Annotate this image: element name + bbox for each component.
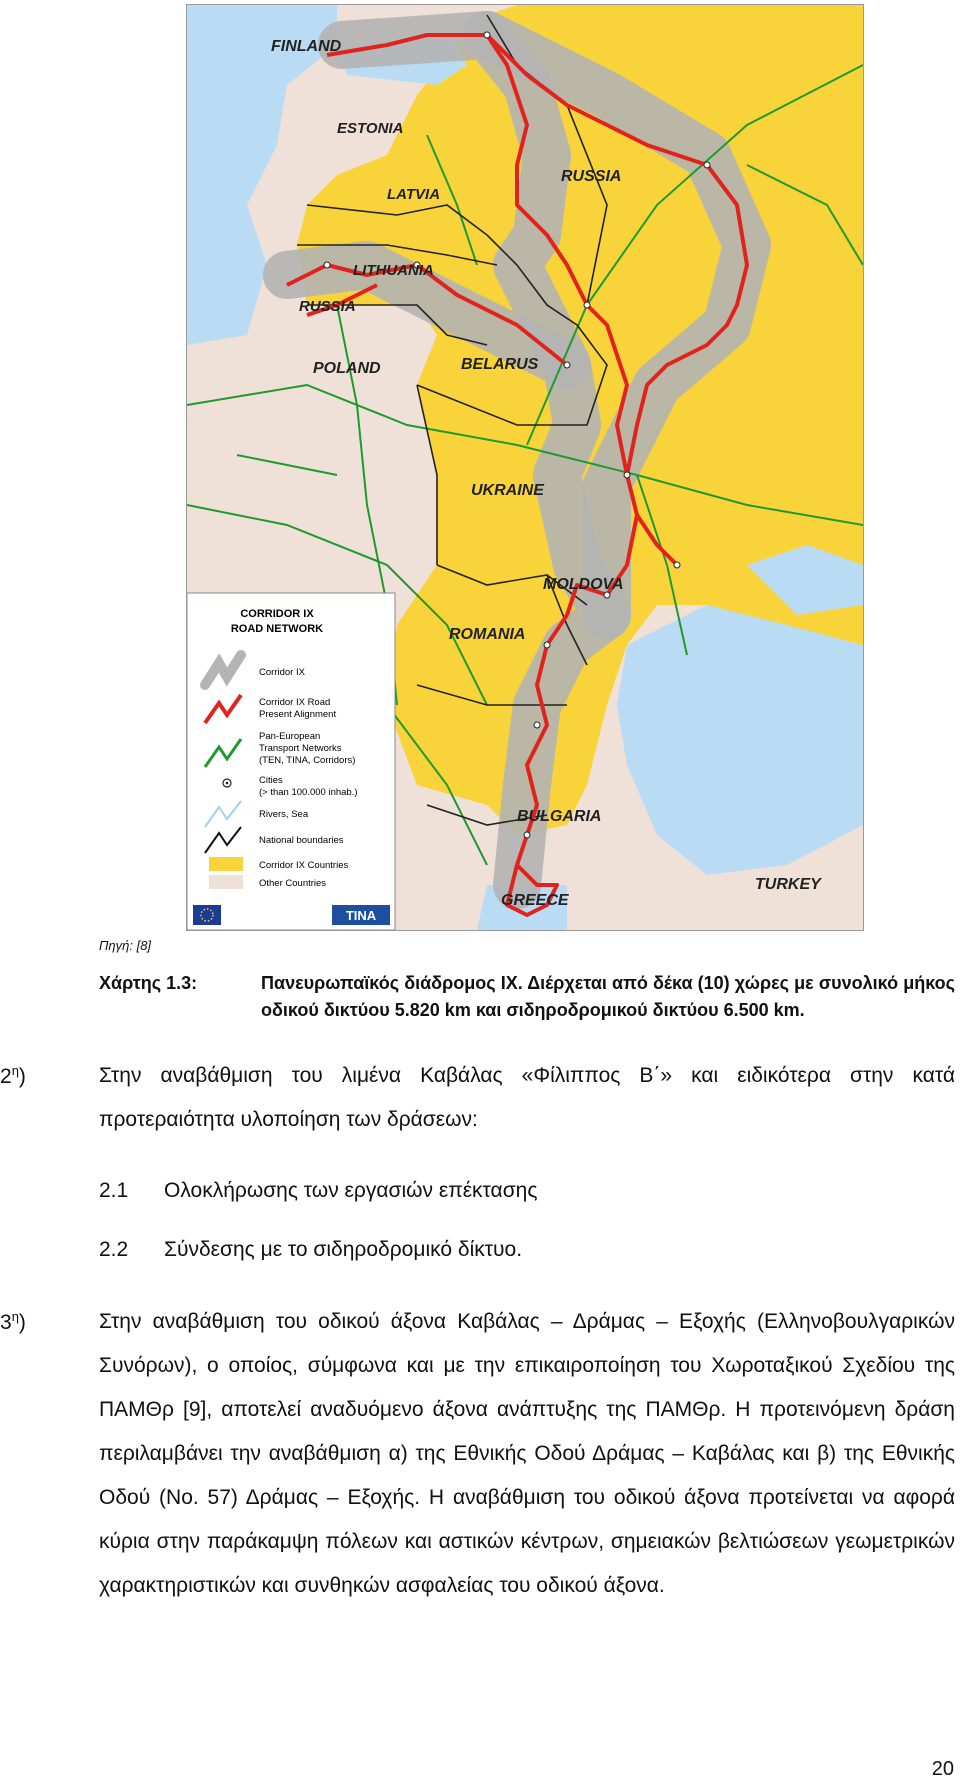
item-3-text: Στην αναβάθμιση του οδικού άξονα Καβάλας – Δράμας – Εξοχής (Ελληνοβουλγαρικών Συνόρων), ο οποίος, σύμφωνα και με την επικαιροποίηση του Χωροταξικού Σχεδίου της ΠΑΜΘρ [9], αποτελεί αναδυόμενο άξονα ανάπτυξης της ΠΑΜΘρ. Η προτεινόμενη δράση περιλαμβάνει την αναβάθμιση α) της Εθνικής Οδού Δράμας – Καβάλας και β) της Εθνικής Οδού (Νο. 57) Δράμας – Εξοχής. Η αναβάθμιση του οδικού άξονα προτείνεται να αφορά κύρια στην παράκαμψη πόλεων και αστικών κέντρων, σημειακών βελτιώσεων γεωμετρικών χαρακτηριστικών και συνθηκών ασφαλείας του οδικού άξονα. (99, 1310, 955, 1597)
page-number: 20 (931, 1758, 954, 1780)
tina-logo-text: TINA (345, 908, 377, 923)
label-bulgaria: BULGARIA (517, 808, 602, 825)
item-3-number: $3^\eta$) (0, 1309, 26, 1334)
caption-text: Πανευρωπαϊκός διάδρομος ΙΧ. Διέρχεται από δέκα (10) χώρες με συνολικό μήκος οδικού δικτύου 5.820 km και σιδηροδρομικού δικτύου 6.500 km. (261, 973, 955, 1020)
legend-other-countries: Other Countries (259, 878, 327, 889)
map-legend (187, 593, 395, 930)
legend-rivers: Rivers, Sea (259, 809, 309, 820)
legend-borders: National boundaries (259, 835, 344, 846)
legend-road-2: Present Alignment (259, 709, 337, 720)
item-2-text: Στην αναβάθμιση του λιμένα Καβάλας «Φίλιππος Β΄» και ειδικότερα στην κατά προτεραιότητα υλοποίηση των δράσεων: (99, 1064, 955, 1131)
legend-corridor-countries: Corridor IX Countries (259, 860, 349, 871)
legend-cities-1: Cities (259, 775, 283, 786)
corridor-ix-map (186, 4, 864, 931)
label-russia: RUSSIA (561, 168, 622, 185)
map-svg (187, 5, 863, 930)
sub-item-2-1-text: Ολοκλήρωσης των εργασιών επέκτασης (164, 1179, 538, 1202)
label-latvia: LATVIA (387, 186, 441, 203)
sub-item-2-2-text: Σύνδεσης με το σιδηροδρομικό δίκτυο. (164, 1238, 523, 1261)
label-romania: ROMANIA (449, 626, 526, 643)
legend-pan-2: Transport Networks (259, 743, 342, 754)
label-russia-kaliningrad: RUSSIA (299, 298, 356, 315)
label-greece: GREECE (501, 892, 569, 909)
label-estonia: ESTONIA (337, 120, 404, 137)
label-finland: FINLAND (271, 38, 342, 55)
legend-road-1: Corridor IX Road (259, 697, 331, 708)
label-poland: POLAND (313, 360, 381, 377)
label-moldova: MOLDOVA (543, 576, 624, 593)
legend-corridor-countries-swatch (209, 857, 243, 871)
sub-item-2-1-number: 2.1 (99, 1179, 129, 1202)
label-lithuania: LITHUANIA (353, 262, 434, 279)
caption-label: Χάρτης 1.3: (99, 973, 198, 993)
legend-title-2: ROAD NETWORK (230, 623, 324, 635)
label-turkey: TURKEY (755, 876, 821, 893)
label-belarus: BELARUS (461, 356, 539, 373)
legend-pan-3: (TEN, TINA, Corridors) (259, 755, 356, 766)
legend-pan-1: Pan-European (259, 731, 321, 742)
figure-source: Πηγή: [8] (99, 938, 152, 953)
legend-city-dot (226, 782, 229, 785)
legend-other-countries-swatch (209, 875, 243, 889)
legend-cities-2: (> than 100.000 inhab.) (259, 787, 358, 798)
label-ukraine: UKRAINE (471, 482, 544, 499)
legend-title-1: CORRIDOR IX (240, 608, 314, 620)
eu-flag-icon (193, 905, 221, 925)
sub-item-2-2-number: 2.2 (99, 1238, 129, 1261)
legend-corridor: Corridor IX (259, 667, 305, 678)
item-2-number: $2^\eta$) (0, 1063, 26, 1088)
